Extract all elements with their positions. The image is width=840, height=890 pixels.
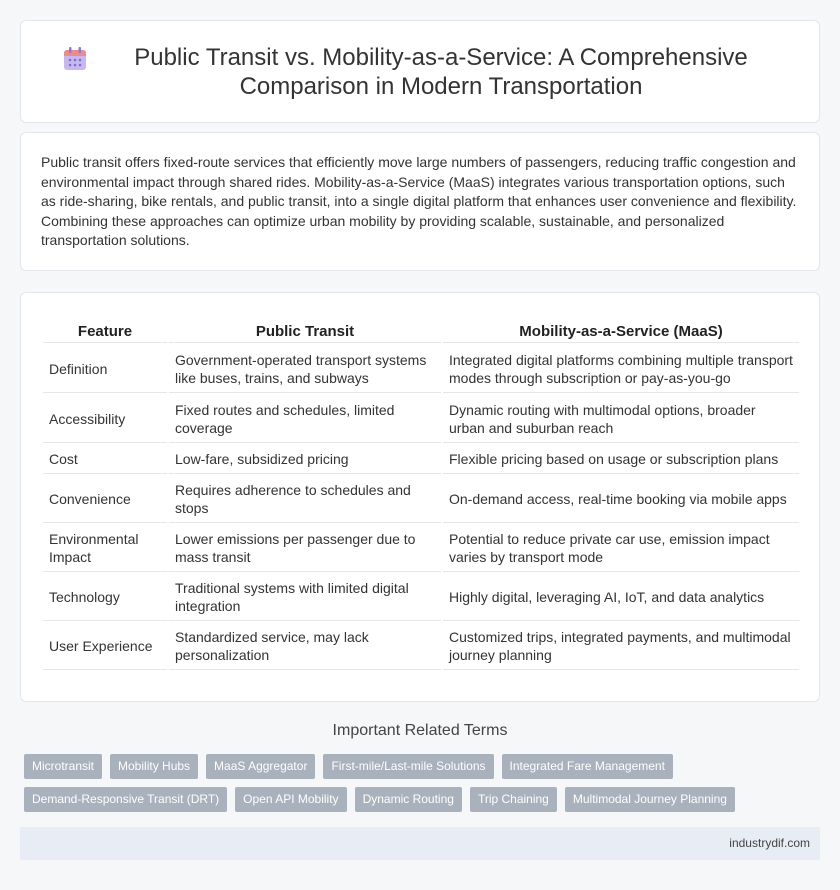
table-row <box>43 574 799 621</box>
page-title: Public Transit vs. Mobility-as-a-Service: A Comprehensive Comparison in Modern Transportation <box>134 43 748 100</box>
feature-cell: Environmental Impact <box>43 525 167 572</box>
public-transit-cell: Traditional systems with limited digital integration <box>169 574 441 621</box>
public-transit-cell: Low-fare, subsidized pricing <box>169 445 441 474</box>
public-transit-cell: Standardized service, may lack personalization <box>169 623 441 670</box>
feature-cell: User Experience <box>43 623 167 670</box>
intro-paragraph: Public transit offers fixed-route services that efficiently move large numbers of passengers, reducing traffic congestion and environmental impact through shared rides. Mobility-as-a-Service (MaaS) integrates various transportation options, such as ride-sharing, bike rentals, and public transit, into a single digital platform that enhances user convenience and flexibility. Combining these approaches can optimize urban mobility by providing scalable, sustainable, and personalized transportation solutions. <box>41 154 797 249</box>
tag-drt[interactable]: Demand-Responsive Transit (DRT) <box>24 787 227 812</box>
public-transit-cell: Government-operated transport systems like buses, trains, and subways <box>169 345 441 393</box>
maas-cell: Highly digital, leveraging AI, IoT, and data analytics <box>443 574 799 621</box>
maas-cell: On-demand access, real-time booking via mobile apps <box>443 476 799 523</box>
intro-card <box>20 132 820 271</box>
feature-cell: Accessibility <box>43 395 167 443</box>
footer <box>20 827 820 860</box>
maas-cell: Dynamic routing with multimodal options, broader urban and suburban reach <box>443 395 799 443</box>
tag-integrated-fare[interactable]: Integrated Fare Management <box>502 754 673 779</box>
feature-cell: Definition <box>43 345 167 393</box>
table-header-row <box>43 315 799 343</box>
column-header-maas: Mobility-as-a-Service (MaaS) <box>443 315 799 343</box>
calendar-icon <box>61 45 89 73</box>
public-transit-cell: Fixed routes and schedules, limited coverage <box>169 395 441 443</box>
comparison-table <box>41 313 801 672</box>
maas-cell: Integrated digital platforms combining multiple transport modes through subscription or pay-as-you-go <box>443 345 799 393</box>
tag-first-last-mile[interactable]: First-mile/Last-mile Solutions <box>323 754 493 779</box>
tag-row <box>20 787 820 812</box>
tag-mobility-hubs[interactable]: Mobility Hubs <box>110 754 198 779</box>
tag-dynamic-routing[interactable]: Dynamic Routing <box>355 787 462 812</box>
table-row <box>43 623 799 670</box>
related-terms-title: Important Related Terms <box>332 722 508 739</box>
related-terms-tags <box>20 754 820 820</box>
table-row <box>43 395 799 443</box>
table-row <box>43 476 799 523</box>
footer-site-name[interactable]: industrydif.com <box>729 836 810 850</box>
feature-cell: Convenience <box>43 476 167 523</box>
public-transit-cell: Lower emissions per passenger due to mass transit <box>169 525 441 572</box>
comparison-card <box>20 292 820 702</box>
tag-open-api-mobility[interactable]: Open API Mobility <box>235 787 346 812</box>
table-row <box>43 345 799 393</box>
header-card <box>20 20 820 123</box>
maas-cell: Flexible pricing based on usage or subscription plans <box>443 445 799 474</box>
feature-cell: Technology <box>43 574 167 621</box>
tag-multimodal-journey[interactable]: Multimodal Journey Planning <box>565 787 735 812</box>
feature-cell: Cost <box>43 445 167 474</box>
column-header-feature: Feature <box>43 315 167 343</box>
table-row <box>43 525 799 572</box>
column-header-public-transit: Public Transit <box>169 315 441 343</box>
public-transit-cell: Requires adherence to schedules and stops <box>169 476 441 523</box>
tag-maas-aggregator[interactable]: MaaS Aggregator <box>206 754 315 779</box>
tag-trip-chaining[interactable]: Trip Chaining <box>470 787 557 812</box>
maas-cell: Potential to reduce private car use, emission impact varies by transport mode <box>443 525 799 572</box>
tag-row <box>20 754 820 779</box>
table-row <box>43 445 799 474</box>
maas-cell: Customized trips, integrated payments, and multimodal journey planning <box>443 623 799 670</box>
tag-microtransit[interactable]: Microtransit <box>24 754 102 779</box>
